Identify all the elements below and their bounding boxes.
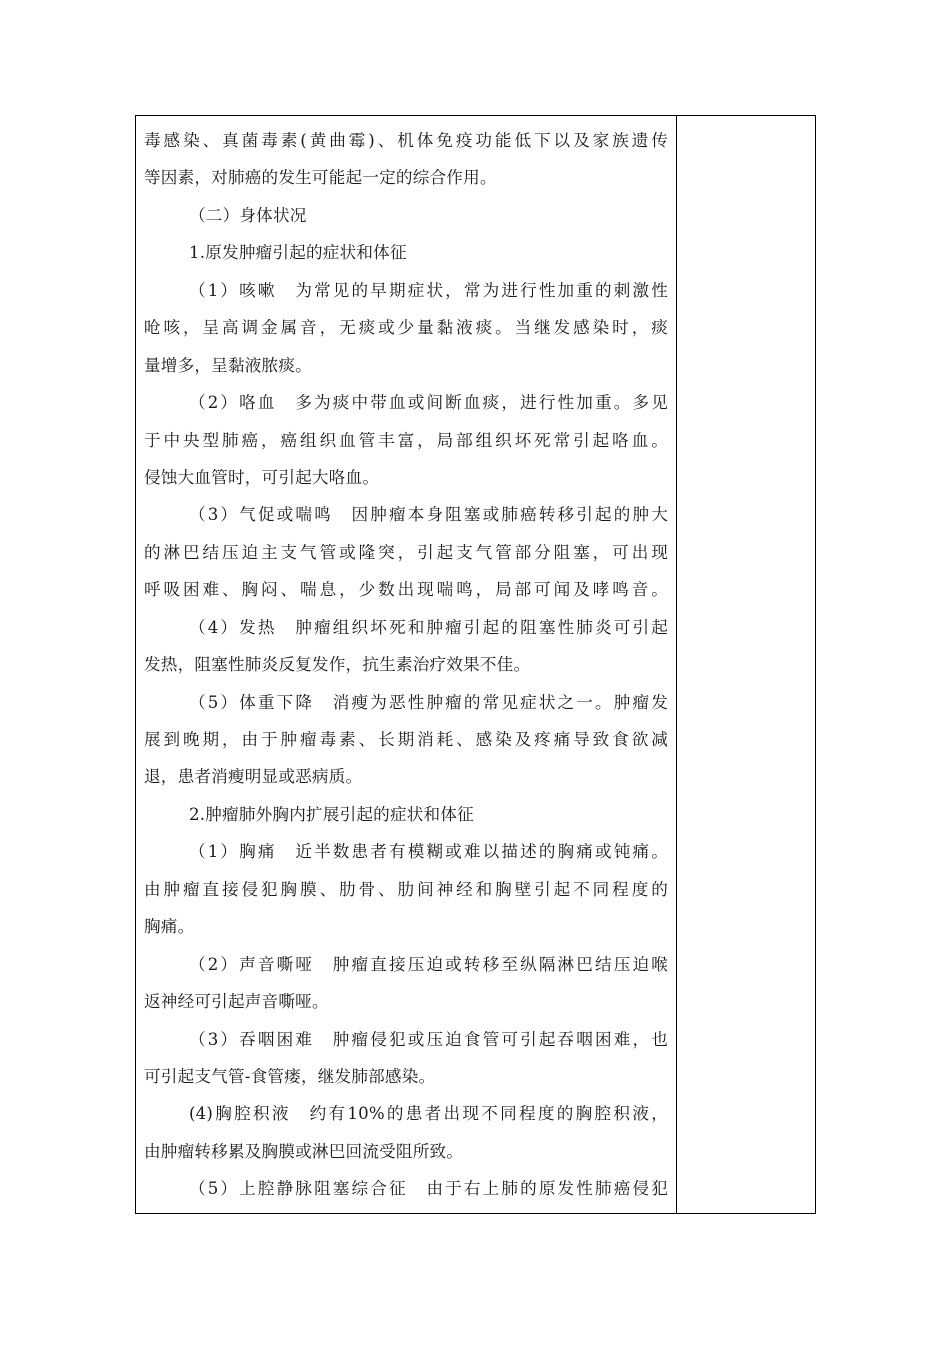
text-line: 可引起支气管-食管瘘，继发肺部感染。 — [144, 1066, 436, 1086]
text-line: 量增多，呈黏液脓痰。 — [144, 355, 312, 375]
text-line: 呼吸困难、胸闷、喘息，少数出现喘鸣，局部可闻及哮鸣音。 — [144, 580, 668, 600]
side-empty-cell — [677, 116, 815, 1213]
text-line: 返神经可引起声音嘶哑。 — [144, 992, 329, 1012]
text-line: 由肿瘤转移累及胸膜或淋巴回流受阻所致。 — [144, 1141, 464, 1161]
text-line: （2）咯血 多为痰中带血或间断血痰，进行性加重。多见 — [189, 393, 668, 413]
text-line: （5）上腔静脉阻塞综合征 由于右上肺的原发性肺癌侵犯 — [189, 1179, 668, 1199]
text-line: （1）咳嗽 为常见的早期症状，常为进行性加重的刺激性 — [189, 280, 668, 300]
text-line: (4)胸腔积液 约有10%的患者出现不同程度的胸腔积液， — [189, 1104, 668, 1124]
text-line: 展到晚期，由于肿瘤毒素、长期消耗、感染及疼痛导致食欲减 — [144, 730, 668, 749]
text-line: 的淋巴结压迫主支气管或隆突，引起支气管部分阻塞，可出现 — [144, 542, 668, 562]
text-line: 呛咳，呈高调金属音，无痰或少量黏液痰。当继发感染时，痰 — [144, 318, 668, 338]
main-text-cell — [136, 116, 677, 1213]
text-line: 等因素，对肺癌的发生可能起一定的综合作用。 — [144, 168, 497, 188]
subsection-heading: 1.原发肿瘤引起的症状和体征 — [189, 243, 407, 263]
text-line: （3）吞咽困难 肿瘤侵犯或压迫食管可引起吞咽困难，也 — [189, 1029, 668, 1049]
text-line: 于中央型肺癌，癌组织血管丰富，局部组织坏死常引起咯血。 — [144, 430, 668, 450]
text-line: 毒感染、真菌毒素(黄曲霉)、机体免疫功能低下以及家族遗传 — [144, 131, 668, 150]
text-line: 侵蚀大血管时，可引起大咯血。 — [144, 467, 380, 487]
text-line: （4）发热 肿瘤组织坏死和肿瘤引起的阻塞性肺炎可引起 — [189, 617, 668, 637]
document-table — [135, 115, 816, 1214]
text-line: （3）气促或喘鸣 因肿瘤本身阻塞或肺癌转移引起的肿大 — [189, 505, 668, 525]
text-line: （1）胸痛 近半数患者有模糊或难以描述的胸痛或钝痛。 — [189, 842, 668, 862]
text-line: （5）体重下降 消瘦为恶性肿瘤的常见症状之一。肿瘤发 — [189, 692, 668, 712]
section-heading: （二）身体状况 — [189, 205, 307, 225]
text-line: 胸痛。 — [144, 917, 195, 937]
text-line: （2）声音嘶哑 肿瘤直接压迫或转移至纵隔淋巴结压迫喉 — [189, 954, 668, 974]
text-line: 退，患者消瘦明显或恶病质。 — [144, 767, 363, 787]
text-line: 发热，阻塞性肺炎反复发作，抗生素治疗效果不佳。 — [144, 655, 531, 675]
text-line: 由肿瘤直接侵犯胸膜、肋骨、肋间神经和胸壁引起不同程度的 — [144, 879, 668, 899]
subsection-heading: 2.肿瘤肺外胸内扩展引起的症状和体征 — [189, 804, 474, 824]
